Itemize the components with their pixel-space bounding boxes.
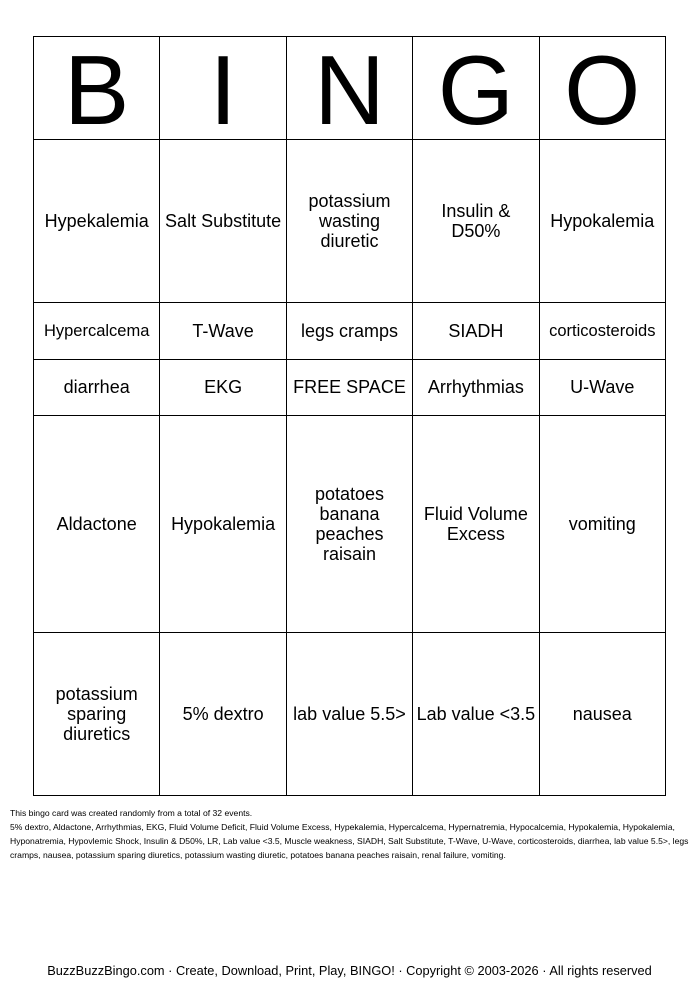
header-letter-i: I xyxy=(160,37,286,140)
bingo-cell: Insulin & D50% xyxy=(413,140,539,303)
bingo-cell: Hypercalcema xyxy=(34,303,160,359)
bingo-cell: Aldactone xyxy=(34,415,160,632)
bingo-cell: EKG xyxy=(160,359,286,415)
bingo-cell: Lab value <3.5 xyxy=(413,632,539,795)
bingo-cell: T-Wave xyxy=(160,303,286,359)
bingo-cell: vomiting xyxy=(539,415,665,632)
bingo-cell: lab value 5.5> xyxy=(286,632,412,795)
header-letter-g: G xyxy=(413,37,539,140)
bingo-cell: Hypokalemia xyxy=(539,140,665,303)
bingo-cell: Arrhythmias xyxy=(413,359,539,415)
bingo-cell: U-Wave xyxy=(539,359,665,415)
bingo-cell: potassium sparing diuretics xyxy=(34,632,160,795)
card-row-5 xyxy=(34,632,666,795)
events-note: This bingo card was created randomly from a total of 32 events. 5% dextro, Aldactone, Arrhythmias, EKG, Fluid Volume Deficit, Fluid Volume Excess, Hypekalemia, Hypercalcema, Hypernatremia, Hypocalcemia, Hypokalemia, Hypokalemia, Hyponatremia, Hypovlemic Shock, Insulin & D50%, LR, Lab value <3.5, Muscle weakness, SIADH, Salt Substitute, T-Wave, U-Wave, corticosteroids, diarrhea, lab value 5.5>, legs cramps, nausea, potassium sparing diuretics, potassium wasting diuretic, potatoes banana peaches raisain, renal failure, vomiting. xyxy=(10,808,689,860)
bingo-cell: potassium wasting diuretic xyxy=(286,140,412,303)
bingo-cell: Salt Substitute xyxy=(160,140,286,303)
bingo-cell: nausea xyxy=(539,632,665,795)
bingo-cell: Fluid Volume Excess xyxy=(413,415,539,632)
free-space-cell: FREE SPACE xyxy=(286,359,412,415)
bingo-cell: potatoes banana peaches raisain xyxy=(286,415,412,632)
header-letter-n: N xyxy=(286,37,412,140)
bingo-cell: Hypekalemia xyxy=(34,140,160,303)
card-row-1 xyxy=(34,140,666,303)
header-letter-o: O xyxy=(539,37,665,140)
bingo-cell: legs cramps xyxy=(286,303,412,359)
footer-copyright: BuzzBuzzBingo.com · Create, Download, Print, Play, BINGO! · Copyright © 2003-2026 · All rights reserved xyxy=(47,963,652,978)
bingo-cell: corticosteroids xyxy=(539,303,665,359)
card-row-4 xyxy=(34,415,666,632)
header-letter-b: B xyxy=(34,37,160,140)
card-row-3 xyxy=(34,359,666,415)
card-row-2 xyxy=(34,303,666,359)
bingo-cell: 5% dextro xyxy=(160,632,286,795)
header-row xyxy=(34,37,666,140)
bingo-cell: SIADH xyxy=(413,303,539,359)
bingo-cell: Hypokalemia xyxy=(160,415,286,632)
bingo-cell: diarrhea xyxy=(34,359,160,415)
bingo-card xyxy=(33,36,666,796)
